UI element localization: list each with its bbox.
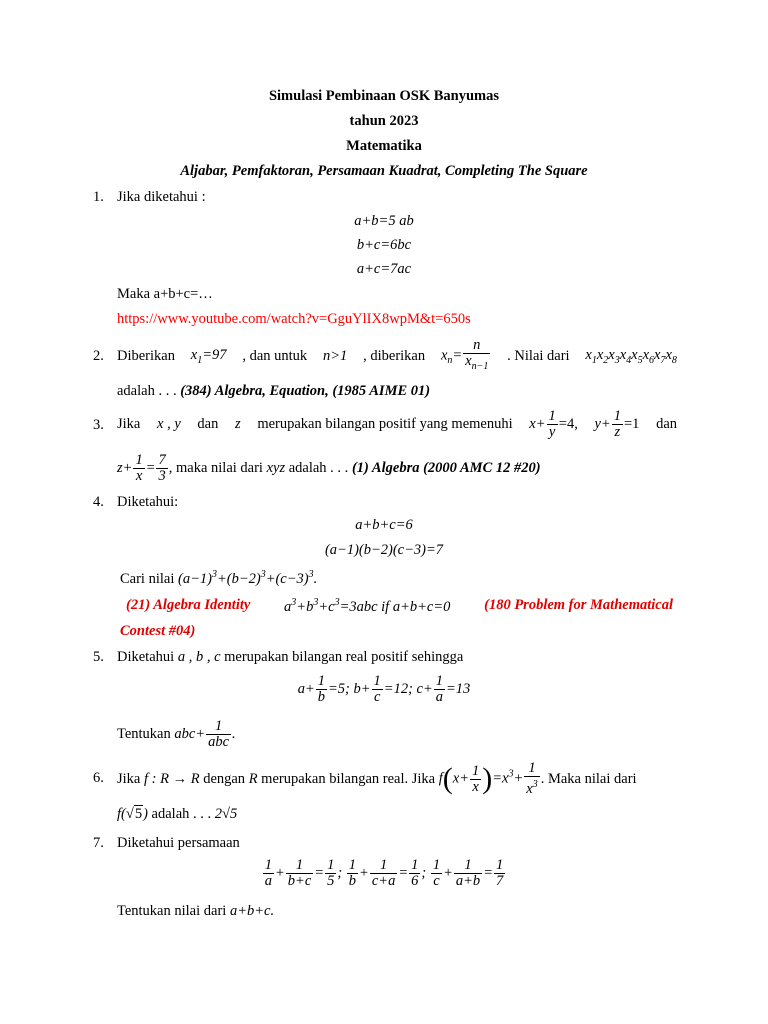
problem-1-link[interactable]: https://www.youtube.com/watch?v=GguYlIX8wpM&t=650s [117, 311, 471, 327]
problem-7-number: 7. [93, 835, 104, 851]
problem-3-line-2 [117, 450, 541, 486]
problem-2-line-2 [117, 383, 430, 400]
problem-7-equations: $\frac{1}{a}$ + $\frac{1}{b+c}$ = $\frac{1}{5}$ ; $\frac{1}{b}$ + $\frac{1}{c+a}$ = $\frac{1}{6}$ ; $\frac{1}{c}$ + $\frac{1}{a+b}$ = $\frac{1}{7}$ [264, 857, 504, 889]
problem-6-line-1 [117, 758, 637, 800]
problem-2-adalah: adalah . . . [117, 383, 177, 399]
problem-2-cond: n>1 [323, 347, 348, 364]
document-title: Simulasi Pembinaan OSK Banyumas [268, 88, 500, 104]
problem-3-xyz: xyz [266, 459, 286, 476]
problem-2-text-a: Diberikan [117, 347, 175, 364]
problem-6-adalah: adalah . . . [151, 806, 212, 822]
problem-6-text-d: . Maka nilai dari [540, 770, 637, 787]
problem-3-text-c: merupakan bilangan positif yang memenuhi [257, 415, 513, 432]
problem-6-number: 6. [93, 770, 104, 786]
problem-7-question-line [117, 903, 274, 920]
problem-3-text-e: , maka nilai dari [168, 459, 263, 476]
document-topics: Aljabar, Pemfaktoran, Persamaan Kuadrat, Completing The Square [180, 163, 588, 179]
problem-6-text-a: Jika [117, 770, 141, 787]
problem-1-eq-3: a+c=7ac [356, 261, 412, 277]
problem-6-R: R [248, 770, 258, 787]
problem-3-vars: x , y [157, 415, 181, 432]
problem-3-adalah: adalah . . . [288, 459, 349, 476]
problem-5-intro-b: merupakan bilangan real positif sehingga [224, 649, 464, 665]
problem-3-eq-3: z+ $\frac{1}{x}$ = $\frac{7}{3}$ [117, 451, 166, 484]
document-subject: Matematika [346, 138, 422, 154]
problem-1-intro: Jika diketahui : [117, 189, 206, 205]
problem-5-equations: a+ $\frac{1}{b}$ =5; b+ $\frac{1}{c}$ =12; c+ $\frac{1}{a}$ =13 [297, 673, 471, 705]
problem-6-functional-eq: f(x+ $\frac{1}{x}$ )$=x^3+$ $\frac{1}{x^3}$ [438, 760, 538, 797]
problem-4-question-line [120, 569, 317, 588]
problem-2-line-1 [117, 338, 677, 374]
problem-3-eq-1: x+ $\frac{1}{y}$ =4, [529, 407, 578, 440]
problem-2-number: 2. [93, 348, 104, 364]
problem-2-ref: (384) Algebra, Equation, (1985 AIME 01) [180, 383, 431, 399]
problem-3-text-d: dan [656, 415, 677, 432]
problem-4-ref-c: Contest #04) [120, 623, 196, 639]
problem-2-product: $x_1x_2x_3x_4x_5x_6x_7x_8$ [585, 346, 677, 366]
problem-5-expression: abc+ $\frac{1}{\text{abc}}$ . [174, 717, 236, 750]
problem-1-number: 1. [93, 189, 104, 205]
problem-5-intro: Diketahui [117, 649, 175, 665]
problem-6-text-b: dengan [203, 770, 246, 787]
problem-1-question: Maka a+b+c=… [117, 286, 213, 302]
problem-3-ref: (1) Algebra (2000 AMC 12 #20) [351, 459, 541, 476]
document-year: tahun 2023 [349, 113, 419, 129]
problem-2-text-b: , dan untuk [242, 347, 308, 364]
problem-4-question: Cari nilai [120, 570, 175, 587]
problem-4-ref-line [126, 597, 673, 616]
problem-4-identity: $a^3+b^3+c^3=3abc$ if a+b+c=0 [284, 597, 451, 615]
problem-7-question: Tentukan nilai dari [117, 903, 227, 919]
problem-4-eq-2: (a−1)(b−2)(c−3)=7 [324, 542, 444, 558]
problem-3-line-1 [117, 405, 677, 443]
problem-2-text-c: , diberikan [363, 347, 426, 364]
problem-3-text-a: Jika [117, 415, 141, 432]
problem-6-line-2 [117, 806, 237, 823]
problem-4-number: 4. [93, 494, 104, 510]
problem-3-number: 3. [93, 417, 104, 433]
problem-4-ref-a: (21) Algebra Identity [126, 597, 251, 613]
problem-6-f-sqrt5: f(√5) [117, 806, 148, 822]
problem-4-ref-b: (180 Problem for Mathematical [484, 597, 673, 613]
problem-2-text-d: . Nilai dari [507, 347, 570, 364]
problem-7-intro: Diketahui persamaan [117, 835, 240, 851]
problem-4-expression: $(a-1)^3+(b-2)^3+(c-3)^3$. [178, 569, 318, 587]
problem-1-eq-2: b+c=6bc [356, 237, 412, 253]
problem-1-eq-1: a+b=5 ab [354, 213, 414, 229]
problem-2-x1: $x_1=97$ [190, 346, 227, 366]
problem-6-func: f : R → R [143, 770, 200, 787]
problem-5-number: 5. [93, 649, 104, 665]
problem-6-answer: 2√5 [214, 806, 238, 822]
problem-5-intro-line [117, 649, 463, 666]
problem-5-question: Tentukan [117, 725, 171, 742]
problem-5-vars: a , b , c [177, 649, 221, 665]
problem-3-z: z [235, 415, 241, 432]
problem-6-text-c: merupakan bilangan real. Jika [261, 770, 436, 787]
problem-5-question-line [117, 716, 236, 752]
problem-4-intro: Diketahui: [117, 494, 179, 510]
problem-3-eq-2: y+ $\frac{1}{z}$ =1 [594, 407, 640, 440]
problem-3-text-b: dan [197, 415, 219, 432]
problem-4-eq-1: a+b+c=6 [355, 517, 413, 533]
problem-2-recursion: $x_n=$ $\frac{n}{x_{n-1}}$ [440, 337, 489, 372]
problem-7-target: a+b+c. [229, 903, 275, 919]
